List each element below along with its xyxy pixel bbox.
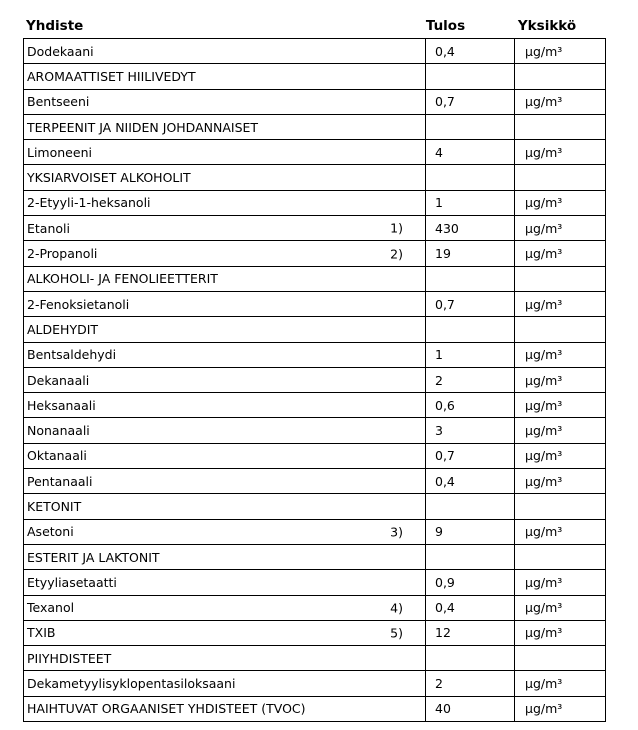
footnote-marker: 5) [390,625,403,641]
table-row [24,494,606,519]
compound-cell [24,342,426,367]
compound-name: Dekametyylisyklopentasiloksaani [27,676,236,692]
table-row [24,317,606,342]
compound-name: Oktanaali [27,448,87,464]
compound-cell [24,620,426,645]
footnote-marker: 2) [390,246,403,262]
compound-cell [24,469,426,494]
result-value: 0,7 [426,89,515,114]
footnote-marker: 1) [390,220,403,236]
unit-value: µg/m³ [515,696,606,721]
result-value [426,317,515,342]
result-value: 40 [426,696,515,721]
unit-value: µg/m³ [515,39,606,64]
result-value: 3 [426,418,515,443]
compound-name: HAIHTUVAT ORGAANISET YHDISTEET (TVOC) [27,701,306,717]
table-row [24,418,606,443]
unit-value: µg/m³ [515,620,606,645]
result-value: 12 [426,620,515,645]
table-row [24,140,606,165]
result-value [426,64,515,89]
unit-value [515,64,606,89]
compound-name: Etyyliasetaatti [27,574,117,590]
result-value: 0,4 [426,595,515,620]
result-value: 4 [426,140,515,165]
compound-name: Limoneeni [27,144,92,160]
results-table-container [23,14,605,722]
result-value: 0,6 [426,393,515,418]
result-value [426,544,515,569]
compound-cell [24,418,426,443]
compound-name: ALDEHYDIT [27,321,99,337]
unit-value: µg/m³ [515,393,606,418]
table-header [23,14,605,38]
unit-value: µg/m³ [515,190,606,215]
result-value [426,165,515,190]
compound-name: ALKOHOLI- JA FENOLIEETTERIT [27,271,218,287]
compound-name: 2-Propanoli [27,246,98,262]
table-row [24,519,606,544]
result-value: 19 [426,241,515,266]
compound-name: Heksanaali [27,397,96,413]
compound-cell [24,317,426,342]
compound-name: TERPEENIT JA NIIDEN JOHDANNAISET [27,119,259,135]
unit-value: µg/m³ [515,367,606,392]
table-row [24,620,606,645]
table-row [24,64,606,89]
unit-value [515,544,606,569]
compound-cell [24,393,426,418]
result-value [426,494,515,519]
compound-cell [24,544,426,569]
unit-value: µg/m³ [515,519,606,544]
compound-name: KETONIT [27,498,82,514]
compound-name: Nonanaali [27,423,90,439]
table-row [24,291,606,316]
table-row [24,443,606,468]
footnote-marker: 4) [390,600,403,616]
result-value: 430 [426,216,515,241]
header-result: Tulos [425,18,466,34]
table-row [24,544,606,569]
table-row [24,89,606,114]
unit-value: µg/m³ [515,241,606,266]
table-row [24,671,606,696]
unit-value [515,494,606,519]
compound-name: Etanoli [27,220,70,236]
unit-value: µg/m³ [515,671,606,696]
compound-cell [24,595,426,620]
compound-name: Bentsaldehydi [27,347,117,363]
compound-name: 2-Fenoksietanoli [27,296,130,312]
result-value: 0,7 [426,291,515,316]
result-value: 1 [426,190,515,215]
table-row [24,241,606,266]
table-row [24,165,606,190]
compound-cell [24,114,426,139]
table-row [24,342,606,367]
compound-name: 2-Etyyli-1-heksanoli [27,195,151,211]
table-row [24,190,606,215]
unit-value: µg/m³ [515,443,606,468]
table-row [24,266,606,291]
compound-cell [24,671,426,696]
compound-name: Dekanaali [27,372,90,388]
unit-value [515,266,606,291]
compound-cell [24,570,426,595]
compound-cell [24,696,426,721]
compound-name: YKSIARVOISET ALKOHOLIT [27,170,191,186]
compound-cell [24,291,426,316]
compound-cell [24,89,426,114]
compound-cell [24,266,426,291]
unit-value [515,317,606,342]
result-value [426,646,515,671]
unit-value: µg/m³ [515,342,606,367]
compound-cell [24,367,426,392]
table-row [24,216,606,241]
unit-value: µg/m³ [515,595,606,620]
table-row [24,39,606,64]
table-row [24,595,606,620]
compound-name: ESTERIT JA LAKTONIT [27,549,160,565]
table-row [24,114,606,139]
compound-name: Dodekaani [27,43,94,59]
table-row [24,393,606,418]
unit-value [515,165,606,190]
compound-cell [24,216,426,241]
table-row [24,469,606,494]
results-table [23,38,606,722]
result-value: 0,4 [426,469,515,494]
result-value: 0,7 [426,443,515,468]
result-value: 0,4 [426,39,515,64]
result-value: 2 [426,367,515,392]
table-row [24,646,606,671]
compound-cell [24,64,426,89]
compound-name: PIIYHDISTEET [27,650,112,666]
results-table-body [24,39,606,722]
result-value [426,266,515,291]
table-row [24,570,606,595]
result-value: 9 [426,519,515,544]
header-unit: Yksikkö [517,18,577,34]
unit-value [515,114,606,139]
compound-cell [24,140,426,165]
compound-name: TXIB [27,625,56,641]
compound-cell [24,241,426,266]
result-value: 0,9 [426,570,515,595]
unit-value: µg/m³ [515,469,606,494]
table-row [24,696,606,721]
unit-value: µg/m³ [515,570,606,595]
compound-cell [24,165,426,190]
compound-cell [24,443,426,468]
unit-value: µg/m³ [515,89,606,114]
compound-name: Texanol [27,600,75,616]
footnote-marker: 3) [390,524,403,540]
header-compound: Yhdiste [26,18,84,34]
unit-value: µg/m³ [515,291,606,316]
compound-name: Bentseeni [27,94,90,110]
result-value: 1 [426,342,515,367]
unit-value: µg/m³ [515,140,606,165]
compound-cell [24,494,426,519]
unit-value [515,646,606,671]
result-value: 2 [426,671,515,696]
compound-name: Asetoni [27,524,74,540]
result-value [426,114,515,139]
compound-cell [24,646,426,671]
compound-cell [24,39,426,64]
compound-name: AROMAATTISET HIILIVEDYT [27,68,196,84]
compound-cell [24,190,426,215]
compound-name: Pentanaali [27,473,93,489]
table-row [24,367,606,392]
unit-value: µg/m³ [515,216,606,241]
compound-cell [24,519,426,544]
unit-value: µg/m³ [515,418,606,443]
